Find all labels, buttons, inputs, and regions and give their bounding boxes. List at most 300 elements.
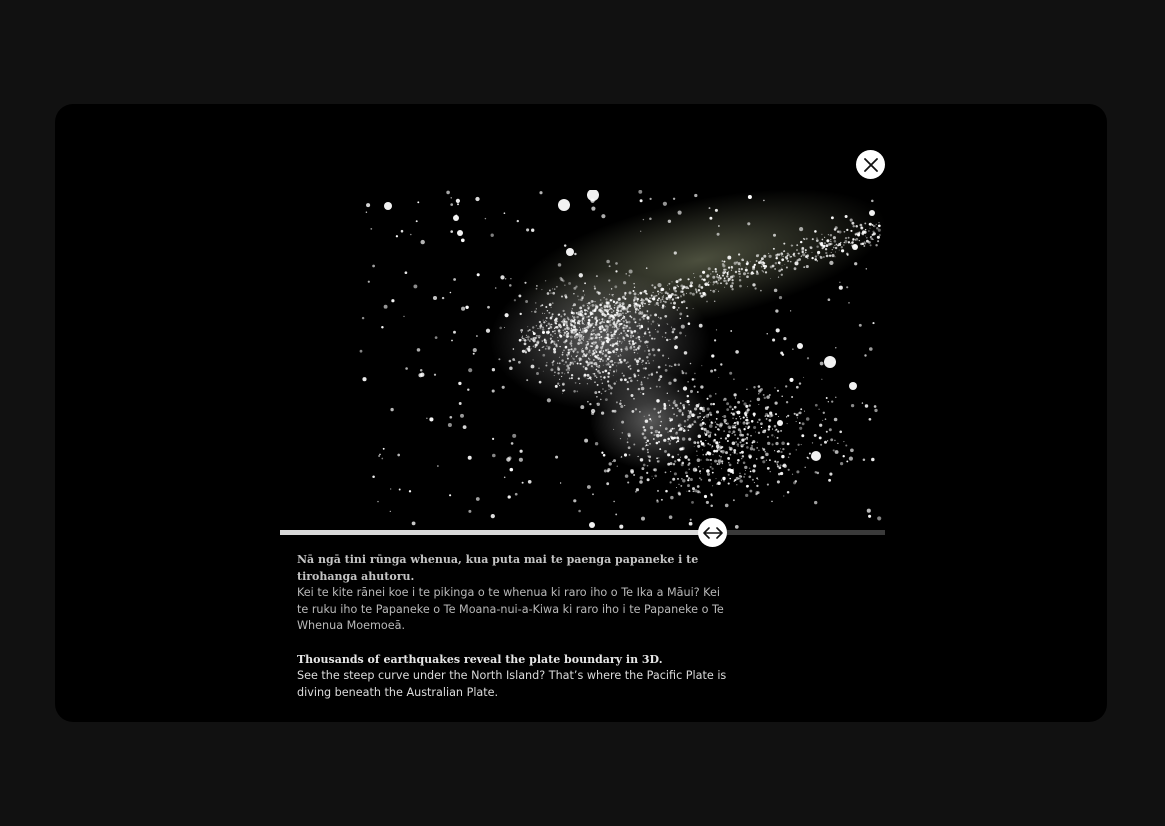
earthquake-point <box>688 288 689 289</box>
earthquake-point <box>562 352 563 353</box>
earthquake-point <box>823 256 825 258</box>
earthquake-point <box>647 345 648 346</box>
earthquake-point <box>732 430 735 433</box>
earthquake-point <box>749 404 751 406</box>
earthquake-point <box>758 450 760 452</box>
earthquake-point <box>627 335 629 337</box>
earthquake-point <box>748 422 749 423</box>
earthquake-point <box>804 411 805 412</box>
earthquake-point <box>864 222 866 224</box>
earthquake-point <box>764 451 766 453</box>
earthquake-point <box>616 365 617 366</box>
earthquake-point <box>463 425 467 429</box>
earthquake-point <box>499 327 502 330</box>
earthquake-point <box>634 330 637 333</box>
earthquake-point <box>709 453 710 454</box>
earthquake-point <box>627 481 629 483</box>
earthquake-point <box>583 333 584 334</box>
earthquake-point <box>800 241 802 243</box>
earthquake-point <box>773 234 776 237</box>
earthquake-point <box>713 281 716 284</box>
earthquake-point <box>610 392 612 394</box>
earthquake-point <box>756 260 758 262</box>
earthquake-point <box>794 261 798 265</box>
earthquake-point <box>545 342 547 344</box>
earthquake-point <box>733 468 734 469</box>
earthquake-point <box>688 477 690 479</box>
earthquake-point <box>829 473 832 476</box>
earthquake-point <box>670 471 671 472</box>
earthquake-point <box>662 296 664 298</box>
earthquake-point <box>537 328 538 329</box>
earthquake-point <box>451 197 452 198</box>
earthquake-point <box>596 403 597 404</box>
earthquake-point <box>732 275 735 278</box>
earthquake-point <box>723 261 725 263</box>
earthquake-point <box>546 325 548 327</box>
earthquake-point <box>639 318 641 320</box>
earthquake-point <box>627 388 629 390</box>
earthquake-point <box>749 457 751 459</box>
earthquake-point <box>578 314 580 316</box>
earthquake-point <box>665 472 667 474</box>
earthquake-point <box>647 347 648 348</box>
earthquake-point <box>611 294 613 296</box>
earthquake-point <box>621 421 624 424</box>
earthquake-point <box>839 231 842 234</box>
earthquake-point <box>649 198 651 200</box>
earthquake-point <box>468 456 472 460</box>
earthquake-point <box>799 382 801 384</box>
earthquake-point <box>750 435 752 437</box>
earthquake-point <box>531 311 532 312</box>
earthquake-point <box>824 237 825 238</box>
earthquake-point <box>548 322 551 325</box>
earthquake-point <box>648 456 651 459</box>
earthquake-point <box>542 341 543 342</box>
earthquake-point <box>570 324 573 327</box>
earthquake-point <box>539 349 541 351</box>
earthquake-point <box>600 336 602 338</box>
earthquake-point <box>591 304 594 307</box>
earthquake-point <box>872 322 874 324</box>
earthquake-point <box>566 331 568 333</box>
earthquake-point <box>588 339 590 341</box>
earthquake-point <box>715 281 717 283</box>
earthquake-point <box>549 290 551 292</box>
earthquake-point <box>715 393 716 394</box>
earthquake-point <box>796 386 799 389</box>
earthquake-point <box>868 515 871 518</box>
earthquake-point <box>572 308 573 309</box>
earthquake-point <box>708 281 709 282</box>
earthquake-point <box>743 444 744 445</box>
earthquake-point <box>674 364 677 367</box>
earthquake-point <box>526 335 527 336</box>
earthquake-point <box>713 450 716 453</box>
earthquake-point <box>633 398 635 400</box>
caption-english <box>297 652 727 702</box>
earthquake-point <box>645 367 647 369</box>
earthquake-point <box>635 349 637 351</box>
earthquake-point <box>564 285 565 286</box>
earthquake-point <box>399 489 401 491</box>
earthquake-point <box>640 231 641 232</box>
earthquake-point <box>688 322 691 325</box>
earthquake-point <box>641 301 644 304</box>
earthquake-point <box>665 490 668 493</box>
earthquake-point <box>851 230 852 231</box>
earthquake-point <box>609 309 611 311</box>
earthquake-point <box>587 374 590 377</box>
earthquake-point <box>687 381 689 383</box>
earthquake-point <box>646 310 648 312</box>
earthquake-point <box>739 441 741 443</box>
earthquake-point <box>498 358 500 360</box>
earthquake-point <box>769 459 771 461</box>
earthquake-point <box>835 247 837 249</box>
earthquake-point <box>561 376 562 377</box>
earthquake-point <box>582 304 584 306</box>
earthquake-point <box>831 254 834 257</box>
earthquake-point <box>620 405 623 408</box>
earthquake-point <box>758 404 759 405</box>
earthquake-point <box>535 344 538 347</box>
earthquake-point <box>714 301 716 303</box>
earthquake-point <box>576 312 578 314</box>
earthquake-point <box>746 275 749 278</box>
earthquake-point <box>667 324 668 325</box>
earthquake-point <box>533 332 534 333</box>
earthquake-point <box>544 313 545 314</box>
earthquake-point <box>366 203 370 207</box>
earthquake-point <box>555 385 558 388</box>
earthquake-point <box>786 266 788 268</box>
earthquake-point <box>573 499 576 502</box>
earthquake-point <box>644 377 645 378</box>
earthquake-point <box>682 437 685 440</box>
earthquake-point <box>767 442 770 445</box>
earthquake-point <box>756 477 758 479</box>
earthquake-point <box>535 346 537 348</box>
earthquake-point <box>629 291 632 294</box>
earthquake-point <box>566 369 568 371</box>
earthquake-point <box>876 224 877 225</box>
earthquake-point <box>806 238 808 240</box>
earthquake-point <box>754 287 756 289</box>
earthquake-point <box>801 444 802 445</box>
earthquake-point <box>706 274 709 277</box>
earthquake-point <box>616 381 617 382</box>
earthquake-point <box>630 336 632 338</box>
earthquake-point <box>700 293 701 294</box>
comparison-slider-handle[interactable] <box>698 518 727 547</box>
earthquake-point <box>705 424 706 425</box>
earthquake-point <box>568 332 569 333</box>
earthquake-point <box>815 255 817 257</box>
earthquake-point <box>586 325 587 326</box>
earthquake-point <box>758 393 759 394</box>
earthquake-point <box>614 307 616 309</box>
earthquake-point <box>777 450 780 453</box>
earthquake-point <box>574 348 577 351</box>
earthquake-point <box>554 333 556 335</box>
earthquake-point <box>748 426 751 429</box>
earthquake-point <box>434 374 436 376</box>
earthquake-point <box>607 306 609 308</box>
earthquake-point <box>561 321 562 322</box>
earthquake-point <box>554 343 556 345</box>
earthquake-point <box>668 220 671 223</box>
earthquake-point <box>604 305 607 308</box>
earthquake-point <box>685 401 686 402</box>
earthquake-point <box>869 210 875 216</box>
earthquake-point <box>618 355 620 357</box>
earthquake-point <box>712 290 715 293</box>
earthquake-point <box>707 284 709 286</box>
earthquake-point <box>601 379 602 380</box>
earthquake-point <box>461 307 465 311</box>
earthquake-point <box>680 285 683 288</box>
earthquake-point <box>587 364 589 366</box>
earthquake-point <box>603 321 605 323</box>
earthquake-point <box>583 336 584 337</box>
earthquake-point <box>625 326 628 329</box>
earthquake-point <box>644 303 646 305</box>
earthquake-point <box>851 404 854 407</box>
earthquake-point <box>782 353 785 356</box>
earthquake-point <box>450 203 453 206</box>
earthquake-point <box>396 235 398 237</box>
earthquake-point <box>655 338 656 339</box>
earthquake-point <box>590 345 592 347</box>
earthquake-point <box>549 303 552 306</box>
earthquake-point <box>753 448 755 450</box>
earthquake-point <box>570 322 571 323</box>
earthquake-3d-viewer[interactable] <box>280 190 885 530</box>
earthquake-point <box>518 294 521 297</box>
earthquake-point <box>801 434 804 437</box>
earthquake-point <box>572 320 575 323</box>
earthquake-point <box>566 334 567 335</box>
earthquake-point <box>737 437 739 439</box>
earthquake-point <box>521 332 522 333</box>
earthquake-point <box>453 278 456 281</box>
earthquake-point <box>584 282 586 284</box>
earthquake-point <box>774 460 776 462</box>
earthquake-point <box>409 490 411 492</box>
earthquake-point <box>767 333 768 334</box>
earthquake-point <box>633 373 635 375</box>
earthquake-point <box>768 425 771 428</box>
close-button[interactable] <box>856 150 885 179</box>
earthquake-point <box>577 355 578 356</box>
earthquake-point <box>760 422 763 425</box>
earthquake-point <box>707 398 709 400</box>
earthquake-point <box>612 327 613 328</box>
earthquake-point <box>721 468 722 469</box>
earthquake-point <box>814 258 817 261</box>
earthquake-point <box>725 269 727 271</box>
earthquake-point <box>711 422 714 425</box>
earthquake-point <box>647 478 650 481</box>
earthquake-point <box>732 433 733 434</box>
earthquake-point <box>749 467 751 469</box>
earthquake-point <box>625 313 626 314</box>
earthquake-point <box>820 444 822 446</box>
earthquake-point <box>601 411 604 414</box>
earthquake-point <box>588 316 590 318</box>
earthquake-point <box>596 364 598 366</box>
earthquake-point <box>560 332 561 333</box>
earthquake-point <box>675 345 677 347</box>
earthquake-point <box>566 324 568 326</box>
earthquake-point <box>874 405 877 408</box>
earthquake-point <box>799 227 803 231</box>
earthquake-point <box>589 326 591 328</box>
earthquake-point <box>665 369 668 372</box>
earthquake-point <box>617 362 619 364</box>
earthquake-point <box>608 372 611 375</box>
earthquake-point <box>749 490 752 493</box>
earthquake-point <box>383 448 385 450</box>
earthquake-point <box>610 332 612 334</box>
earthquake-point <box>782 457 783 458</box>
earthquake-point <box>563 389 565 391</box>
earthquake-point <box>769 255 772 258</box>
earthquake-point <box>870 237 872 239</box>
earthquake-point <box>671 366 672 367</box>
earthquake-point <box>743 260 744 261</box>
earthquake-point <box>623 315 624 316</box>
earthquake-point <box>787 260 789 262</box>
earthquake-point <box>620 310 622 312</box>
earthquake-point <box>542 340 543 341</box>
earthquake-point <box>601 319 602 320</box>
earthquake-point <box>476 335 478 337</box>
earthquake-point <box>642 448 645 451</box>
earthquake-point <box>660 289 662 291</box>
earthquake-point <box>728 271 729 272</box>
earthquake-point <box>573 390 576 393</box>
earthquake-point <box>616 302 617 303</box>
earthquake-point <box>593 363 595 365</box>
earthquake-point <box>654 313 657 316</box>
earthquake-point <box>796 244 798 246</box>
earthquake-point <box>433 296 437 300</box>
earthquake-point <box>622 308 625 311</box>
earthquake-point <box>637 298 639 300</box>
earthquake-point <box>801 255 802 256</box>
earthquake-point <box>789 378 793 382</box>
earthquake-point <box>662 298 664 300</box>
earthquake-point <box>709 420 710 421</box>
earthquake-point <box>544 339 546 341</box>
earthquake-point <box>688 404 689 405</box>
earthquake-point <box>607 358 610 361</box>
earthquake-point <box>828 479 831 482</box>
earthquake-point <box>607 333 610 336</box>
earthquake-point <box>757 273 758 274</box>
earthquake-point <box>796 421 797 422</box>
earthquake-point <box>527 339 529 341</box>
earthquake-point <box>737 459 740 462</box>
earthquake-point <box>747 222 750 225</box>
earthquake-point <box>737 453 738 454</box>
earthquake-point <box>625 474 629 478</box>
earthquake-point <box>746 446 749 449</box>
earthquake-point <box>859 324 862 327</box>
earthquake-point <box>726 402 729 405</box>
earthquake-point <box>578 378 580 380</box>
earthquake-point <box>745 470 746 471</box>
earthquake-point <box>870 237 871 238</box>
earthquake-point <box>736 484 737 485</box>
comparison-slider-track[interactable] <box>280 530 885 535</box>
earthquake-point <box>677 408 679 410</box>
earthquake-point <box>699 416 700 417</box>
earthquake-point <box>459 402 462 405</box>
earthquake-point <box>860 224 863 227</box>
earthquake-point <box>642 364 643 365</box>
earthquake-point <box>666 298 667 299</box>
earthquake-point <box>720 456 722 458</box>
earthquake-point <box>796 470 799 473</box>
earthquake-point <box>709 217 712 220</box>
earthquake-point <box>486 329 490 333</box>
earthquake-point <box>643 367 645 369</box>
earthquake-point <box>718 279 720 281</box>
caption-english-body: See the steep curve under the North Island? That’s where the Pacific Plate is diving beneath the Australian Plate. <box>297 669 727 699</box>
earthquake-point <box>602 452 604 454</box>
earthquake-point <box>539 327 541 329</box>
earthquake-point <box>764 397 766 399</box>
earthquake-point <box>684 420 686 422</box>
earthquake-point <box>533 359 534 360</box>
earthquake-point <box>565 346 567 348</box>
earthquake-point <box>760 456 763 459</box>
earthquake-point <box>734 434 736 436</box>
earthquake-point <box>616 321 618 323</box>
earthquake-point <box>615 262 618 265</box>
earthquake-point <box>717 448 718 449</box>
earthquake-point <box>601 393 602 394</box>
earthquake-point <box>522 336 523 337</box>
earthquake-point <box>701 420 702 421</box>
earthquake-point <box>837 443 838 444</box>
earthquake-point <box>625 325 627 327</box>
earthquake-point <box>606 364 608 366</box>
earthquake-point <box>606 360 607 361</box>
earthquake-point <box>699 471 701 473</box>
earthquake-point <box>829 261 833 265</box>
earthquake-point <box>417 201 419 203</box>
earthquake-point <box>526 379 528 381</box>
earthquake-point <box>623 338 625 340</box>
earthquake-point <box>524 349 526 351</box>
earthquake-point <box>584 309 586 311</box>
earthquake-point <box>754 482 755 483</box>
earthquake-point <box>525 300 528 303</box>
earthquake-point <box>729 478 730 479</box>
earthquake-point <box>624 298 625 299</box>
earthquake-point <box>797 343 803 349</box>
earthquake-point <box>664 301 666 303</box>
earthquake-point <box>654 286 657 289</box>
earthquake-point <box>593 352 596 355</box>
earthquake-point <box>669 420 671 422</box>
earthquake-point <box>745 426 746 427</box>
